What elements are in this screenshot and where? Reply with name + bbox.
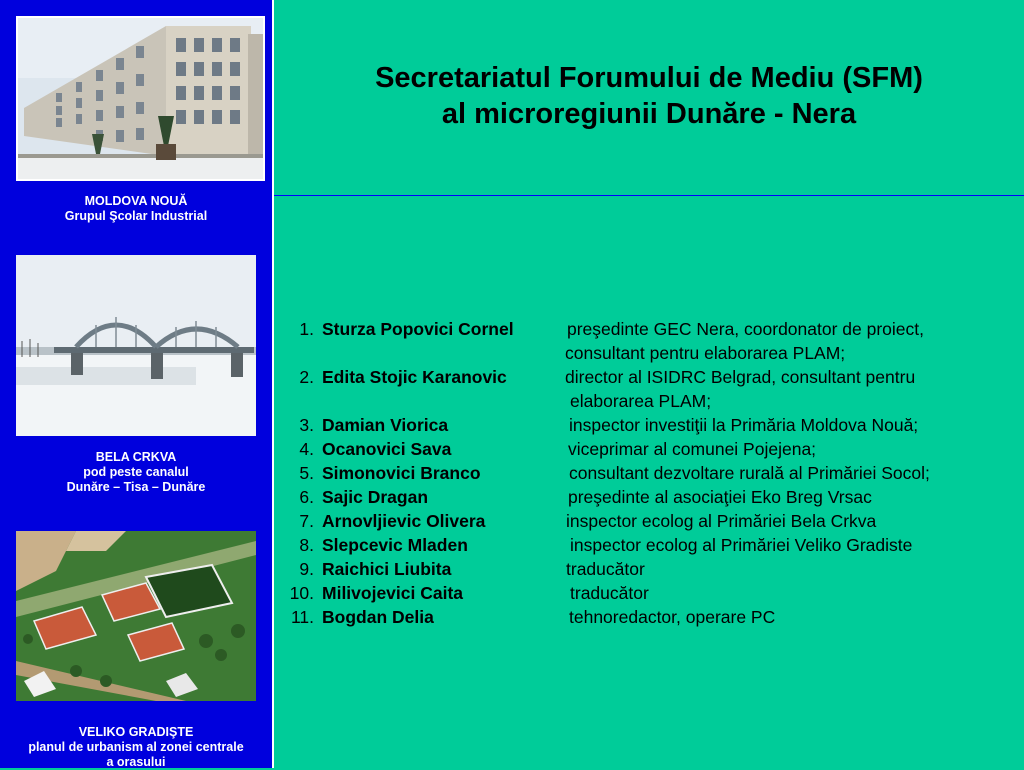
item-number: 11. (290, 607, 314, 627)
item-number: 6. (299, 487, 314, 507)
member-role: tehnoredactor, operare PC (569, 607, 776, 627)
member-role: inspector ecolog al Primăriei Bela Crkva (566, 511, 877, 531)
item-number: 9. (299, 559, 314, 579)
caption-line: VELIKO GRADIŞTE (78, 725, 194, 739)
member-role: preşedinte GEC Nera, coordonator de proiect, (567, 319, 924, 339)
member-role: traducător (566, 559, 645, 579)
item-number: 5. (299, 463, 314, 483)
member-role: consultant dezvoltare rurală al Primăriei Socol; (569, 463, 930, 483)
member-name: Raichici Liubita (322, 559, 452, 579)
item-number: 8. (299, 535, 314, 555)
item-number: 7. (299, 511, 314, 531)
member-name: Ocanovici Sava (322, 439, 452, 459)
member-role: preşedinte al asociaţiei Eko Breg Vrsac (568, 487, 872, 507)
member-role: elaborarea PLAM; (570, 391, 712, 411)
caption-line: Dunăre – Tisa – Dunăre (66, 480, 206, 494)
member-role: traducător (570, 583, 649, 603)
member-role: inspector investiţii la Primăria Moldova Nouă; (569, 415, 919, 435)
caption-line: pod peste canalul (83, 465, 189, 479)
caption-line: a orasului (106, 755, 166, 769)
member-name: Arnovljievic Olivera (322, 511, 486, 531)
page-title-line: Secretariatul Forumului de Mediu (SFM) (375, 62, 923, 94)
member-name: Slepcevic Mladen (322, 535, 468, 555)
member-name: Sajic Dragan (322, 487, 429, 507)
item-number: 10. (289, 583, 314, 603)
member-role: viceprimar al comunei Pojejena; (568, 439, 817, 459)
item-number: 1. (299, 319, 314, 339)
member-role: director al ISIDRC Belgrad, consultant pentru (565, 367, 916, 387)
page-title-line: al microregiunii Dunăre - Nera (441, 98, 857, 130)
item-number: 3. (299, 415, 314, 435)
caption-line: Grupul Şcolar Industrial (64, 209, 208, 223)
member-role: inspector ecolog al Primăriei Veliko Gradiste (570, 535, 913, 555)
caption-line: BELA CRKVA (95, 450, 177, 464)
member-name: Bogdan Delia (322, 607, 434, 627)
member-name: Edita Stojic Karanovic (322, 367, 507, 387)
member-role: consultant pentru elaborarea PLAM; (565, 343, 846, 363)
member-name: Simonovici Branco (322, 463, 481, 483)
caption-line: planul de urbanism al zonei centrale (28, 740, 244, 754)
item-number: 2. (299, 367, 314, 387)
caption-line: MOLDOVA NOUĂ (84, 194, 188, 208)
member-name: Milivojevici Caita (322, 583, 464, 603)
item-number: 4. (299, 439, 314, 459)
member-name: Sturza Popovici Cornel (322, 319, 514, 339)
member-name: Damian Viorica (322, 415, 449, 435)
